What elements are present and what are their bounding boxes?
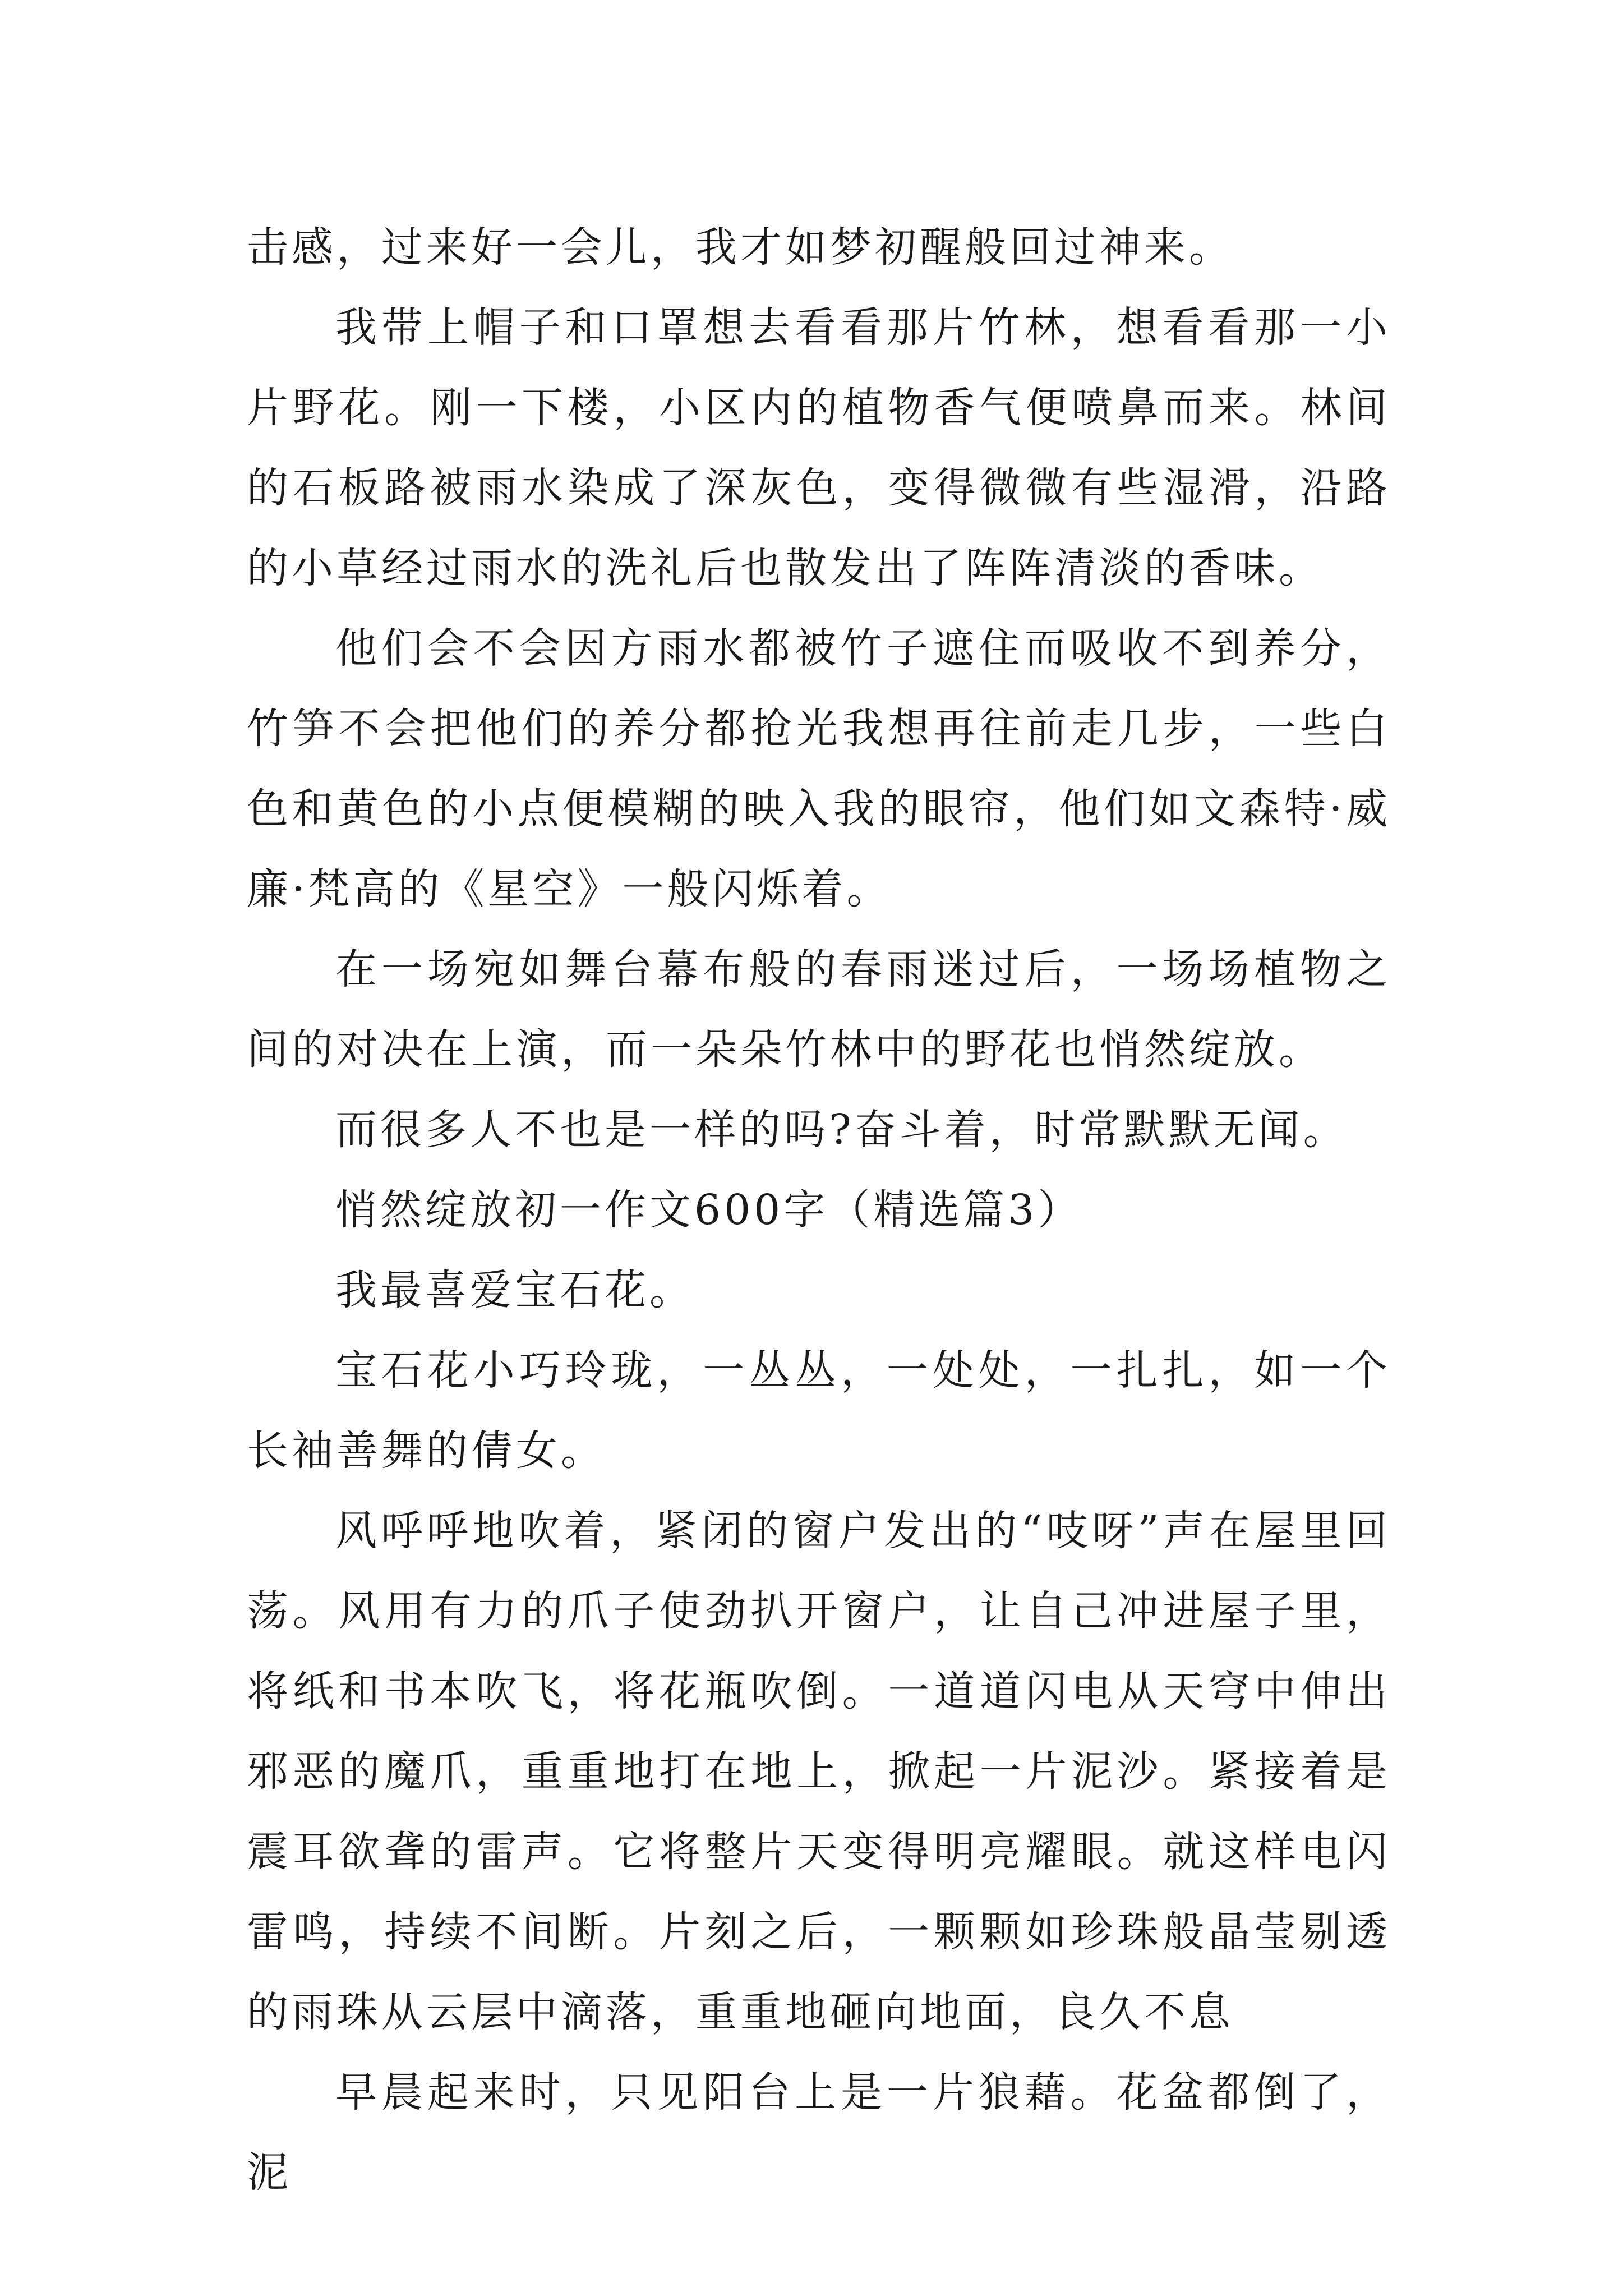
paragraph-9: 风呼呼地吹着，紧闭的窗户发出的“吱呀”声在屋里回荡。风用有力的爪子使劲扒开窗户，让自己冲进屋子里，将纸和书本吹飞，将花瓶吹倒。一道道闪电从天穹中伸出邪恶的魔爪，重重地打在地上，掀起一片泥沙。紧接着是震耳欲聋的雷声。它将整片天变得明亮耀眼。就这样电闪雷鸣，持续不间断。片刻之后，一颗颗如珍珠般晶莹剔透的雨珠从云层中滴落，重重地砸向地面，良久不息 — [247, 1507, 1391, 2036]
paragraph-3: 他们会不会因方雨水都被竹子遮住而吸收不到养分，竹笋不会把他们的养分都抢光我想再往前走几步，一些白色和黄色的小点便模糊的映入我的眼帘，他们如文森特·威廉·梵高的《星空》一般闪烁着。 — [247, 624, 1391, 913]
section-heading: 悄然绽放初一作文600字（精选篇3） — [335, 1186, 1083, 1234]
paragraph-2: 我带上帽子和口罩想去看看那片竹林，想看看那一小片野花。刚一下楼，小区内的植物香气便喷鼻而来。林间的石板路被雨水染成了深灰色，变得微微有些湿滑，沿路的小草经过雨水的洗礼后也散发出了阵阵清淡的香味。 — [247, 303, 1391, 592]
paragraph-8: 宝石花小巧玲珑，一丛丛，一处处，一扎扎，如一个长袖善舞的倩女。 — [247, 1346, 1391, 1475]
paragraph-5: 而很多人不也是一样的吗?奋斗着，时常默默无闻。 — [335, 1106, 1348, 1154]
paragraph-7: 我最喜爱宝石花。 — [335, 1266, 694, 1314]
paragraph-10: 早晨起来时，只见阳台上是一片狼藉。花盆都倒了，泥 — [247, 2068, 1391, 2197]
paragraph-4: 在一场宛如舞台幕布般的春雨迷过后，一场场植物之间的对决在上演，而一朵朵竹林中的野花也悄然绽放。 — [247, 945, 1391, 1074]
paragraph-1: 击感，过来好一会儿，我才如梦初醒般回过神来。 — [247, 223, 1234, 272]
document-body — [247, 208, 1391, 2213]
